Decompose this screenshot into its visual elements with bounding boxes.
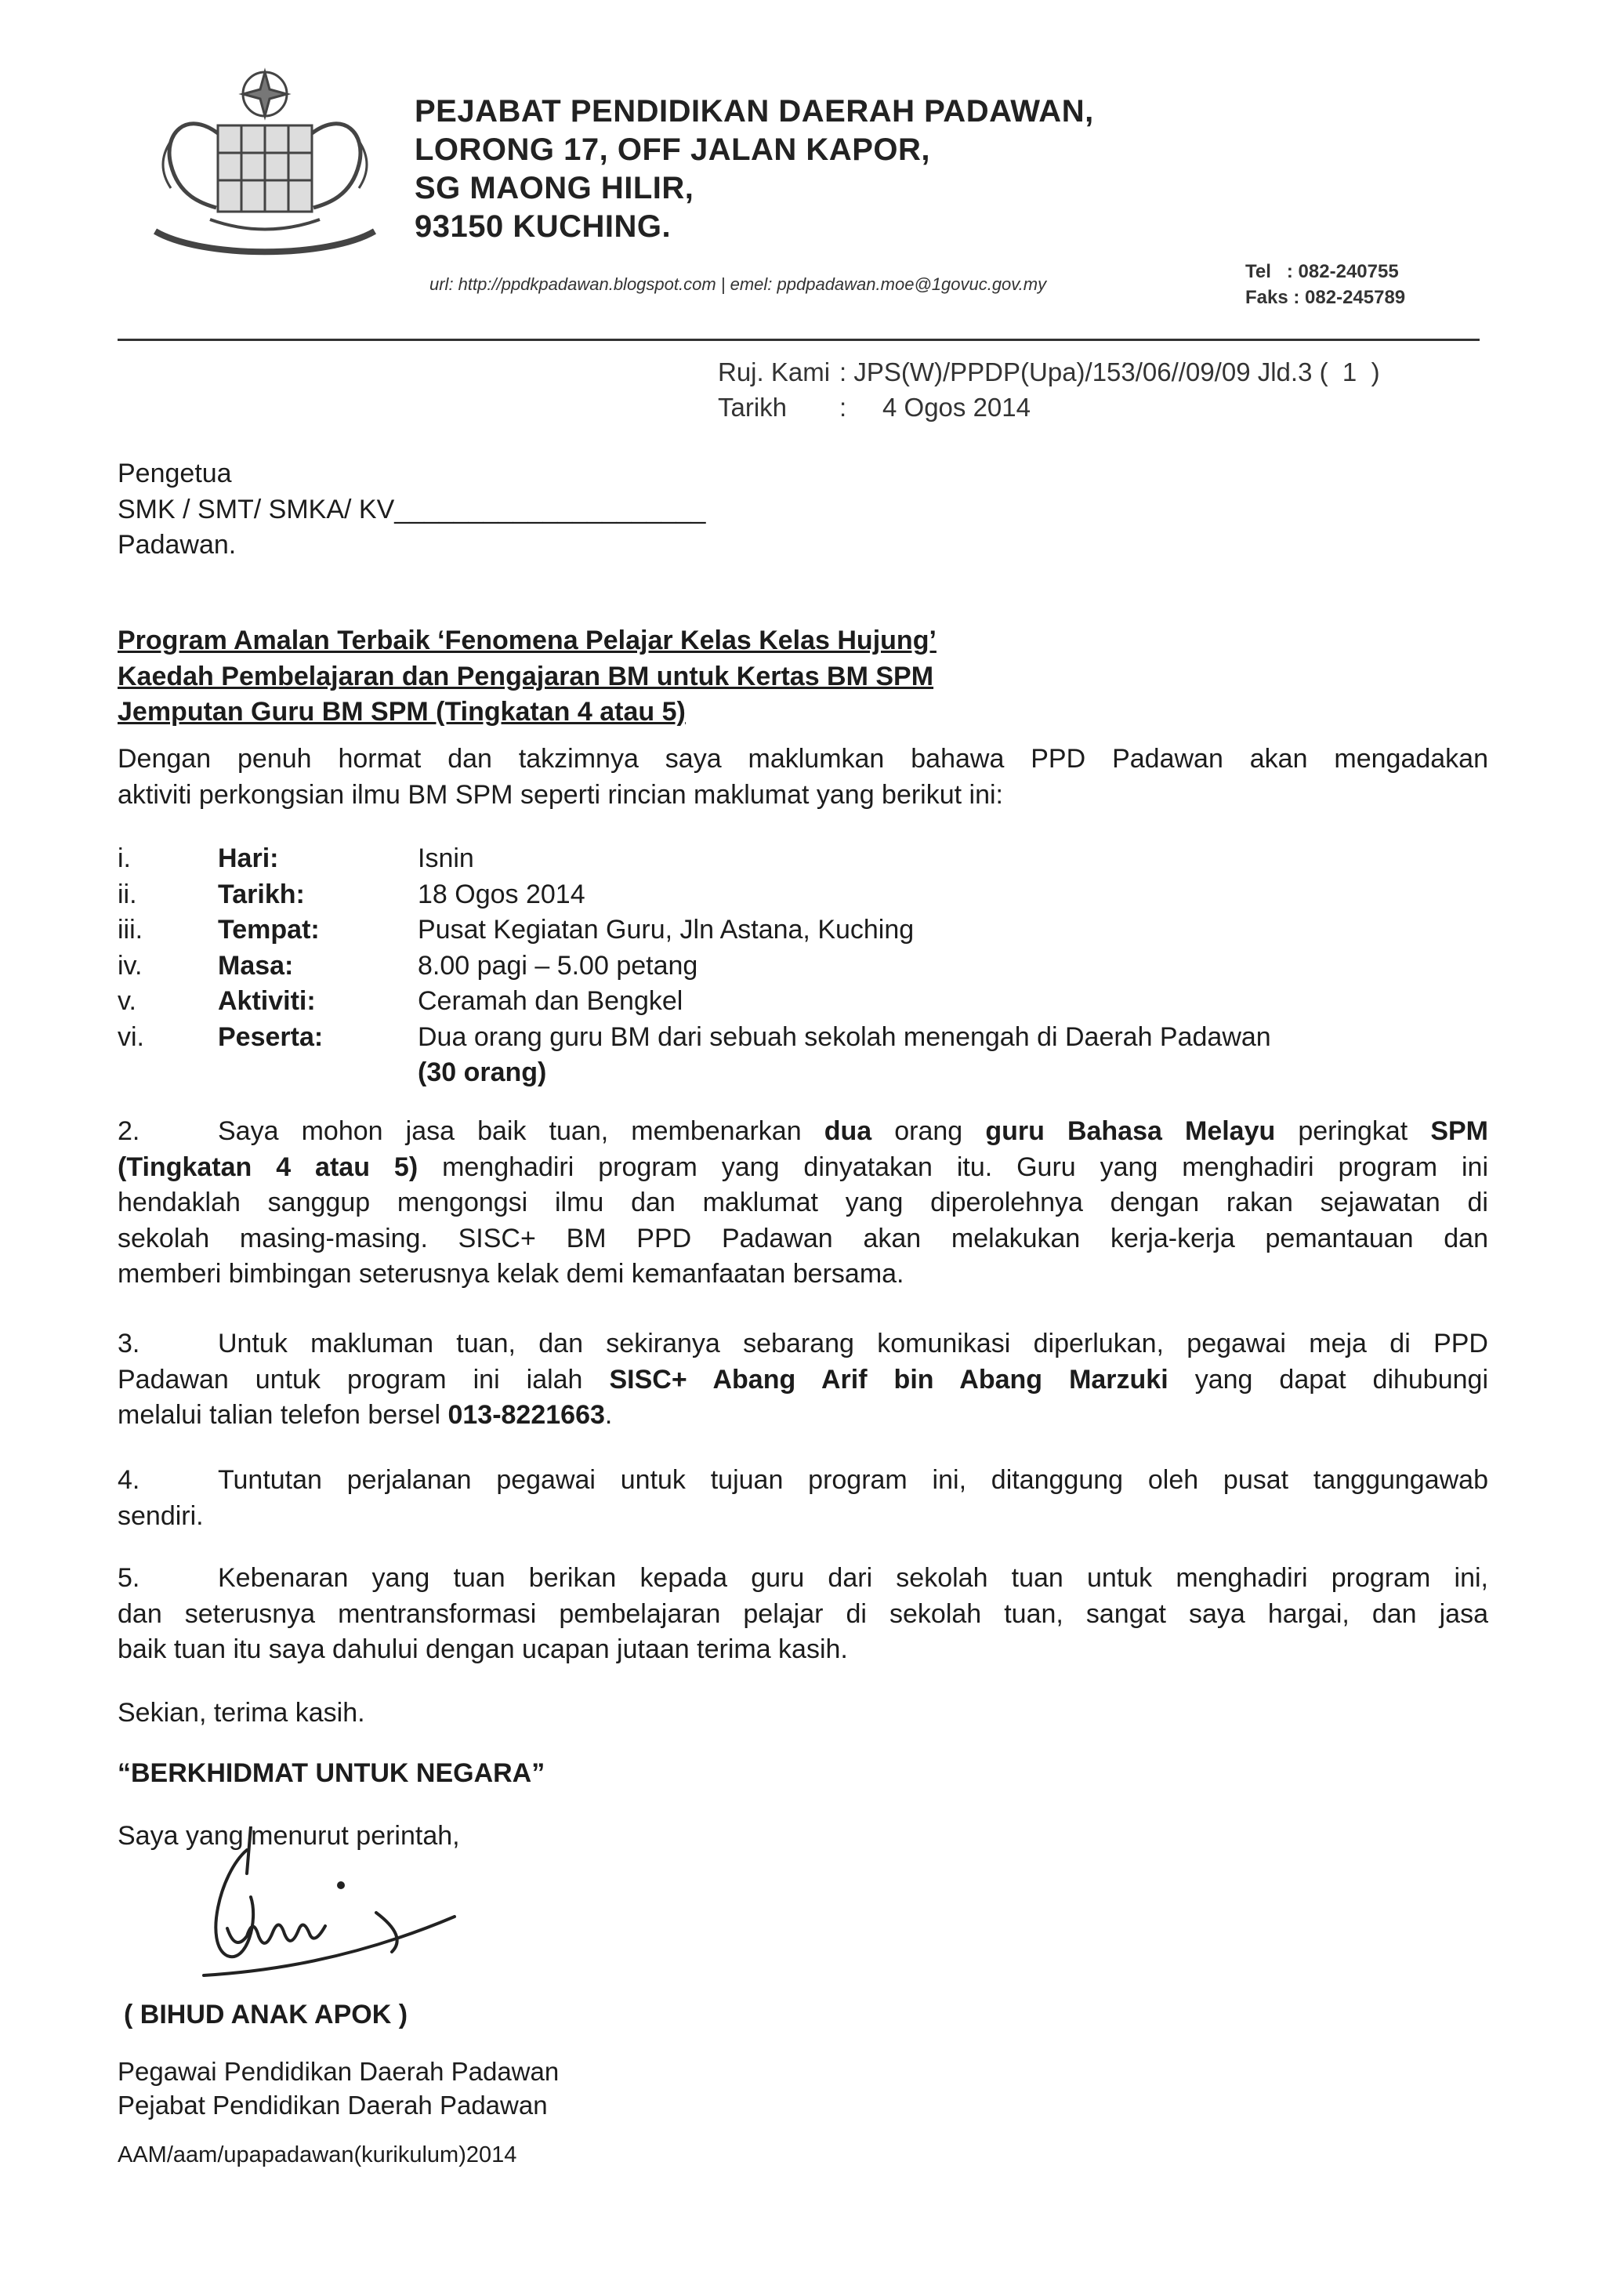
office-address xyxy=(415,92,1094,246)
intro-paragraph xyxy=(118,742,1488,813)
detail-number: ii. xyxy=(118,879,137,909)
signature xyxy=(172,1826,470,2007)
subject-titles xyxy=(118,623,937,731)
bold-text: dua xyxy=(824,1116,872,1146)
detail-value: Pusat Kegiatan Guru, Jln Astana, Kuching xyxy=(418,915,915,945)
paragraph-number: 4. xyxy=(118,1465,140,1495)
text-segment: melalui talian telefon bersel xyxy=(118,1400,448,1430)
text-line xyxy=(118,1398,1488,1434)
contact-numbers xyxy=(1245,259,1405,310)
date-value: : 4 Ogos 2014 xyxy=(839,393,1031,422)
signatory-name: ( BIHUD ANAK APOK ) xyxy=(124,2000,408,2029)
detail-row xyxy=(118,984,1271,1020)
text-segment: yang dapat dihubungi xyxy=(1168,1364,1489,1395)
bold-text: (Tingkatan 4 atau 5) xyxy=(118,1152,418,1182)
recipient-line: Pengetua xyxy=(118,459,232,488)
recipient-line: SMK / SMT/ SMKA/ KV_____________________ xyxy=(118,494,706,524)
text-line xyxy=(118,1221,1488,1257)
reference-block xyxy=(718,354,1380,425)
text-segment: hendaklah sanggup mengongsi ilmu dan maklumat yang diperolehnya dengan rakan sejawatan di xyxy=(118,1188,1488,1217)
detail-value: Dua orang guru BM dari sebuah sekolah menengah di Daerah Padawan xyxy=(418,1021,1271,1052)
coat-of-arms-logo xyxy=(139,63,390,274)
detail-label: Peserta: xyxy=(218,1021,324,1052)
text-segment: Untuk makluman tuan, dan sekiranya sebarang komunikasi diperlukan, pegawai meja di PPD xyxy=(218,1329,1488,1358)
bold-text: 013-8221663 xyxy=(447,1400,605,1430)
text-segment: dan seterusnya mentransformasi pembelajaran pelajar di sekolah tuan, sangat saya hargai, dan jasa xyxy=(118,1598,1488,1629)
paragraph-4 xyxy=(118,1463,1488,1534)
details-list xyxy=(118,841,1271,1091)
obedient-line: Saya yang menurut perintah, xyxy=(118,1821,460,1851)
ref-label: Ruj. Kami xyxy=(718,357,831,386)
signatory-office: Pejabat Pendidikan Daerah Padawan xyxy=(118,2091,548,2120)
detail-label: Tempat: xyxy=(218,915,320,945)
text-line xyxy=(118,1463,1488,1499)
paragraph-2 xyxy=(118,1114,1488,1293)
detail-row xyxy=(118,841,1271,877)
detail-label: Hari: xyxy=(218,843,279,873)
text-segment: Dengan penuh hormat dan takzimnya saya maklumkan bahawa PPD Padawan akan mengadakan xyxy=(118,744,1488,774)
detail-row xyxy=(118,877,1271,913)
text-line xyxy=(118,1257,1488,1293)
recipient-line: Padawan. xyxy=(118,530,237,560)
detail-row xyxy=(118,949,1271,985)
text-line xyxy=(118,1632,1488,1668)
text-line xyxy=(118,1561,1488,1597)
text-line xyxy=(118,778,1488,814)
text-line xyxy=(118,1597,1488,1633)
fax: Faks : 082-245789 xyxy=(1245,287,1406,308)
ref-value: : JPS(W)/PPDP(Upa)/153/06//09/09 Jld.3 ( 1 ) xyxy=(839,357,1380,386)
paragraph-number: 2. xyxy=(118,1116,140,1146)
text-line xyxy=(118,742,1488,778)
detail-number: i. xyxy=(118,843,131,873)
url-email-line: url: http://ppdkpadawan.blogspot.com | emel: ppdpadawan.moe@1govuc.gov.my xyxy=(429,274,1047,294)
text-line xyxy=(118,1362,1488,1398)
text-segment: Padawan untuk program ini ialah xyxy=(118,1364,610,1395)
date-label: Tarikh xyxy=(718,393,788,422)
recipient-block xyxy=(118,456,705,564)
detail-value: 8.00 pagi – 5.00 petang xyxy=(418,950,698,981)
text-line xyxy=(118,1185,1488,1221)
bold-text: SISC+ Abang Arif bin Abang Marzuki xyxy=(609,1364,1168,1395)
detail-row xyxy=(118,912,1271,949)
text-line xyxy=(118,1150,1488,1186)
signatory-position: Pegawai Pendidikan Daerah Padawan xyxy=(118,2057,560,2086)
paragraph-3 xyxy=(118,1326,1488,1434)
participant-count: (30 orang) xyxy=(418,1057,547,1087)
text-segment: Kebenaran yang tuan berikan kepada guru dari sekolah tuan untuk menghadiri program ini, xyxy=(218,1563,1488,1593)
detail-label: Aktiviti: xyxy=(218,986,316,1016)
text-segment: memberi bimbingan seterusnya kelak demi kemanfaatan bersama. xyxy=(118,1259,904,1289)
detail-value: Isnin xyxy=(418,843,474,873)
text-segment: aktiviti perkongsian ilmu BM SPM seperti rincian maklumat yang berikut ini: xyxy=(118,779,1004,810)
detail-number: v. xyxy=(118,986,136,1016)
text-segment: menghadiri program yang dinyatakan itu. Guru yang menghadiri program ini xyxy=(418,1152,1488,1182)
subject-line: Program Amalan Terbaik ‘Fenomena Pelajar Kelas Kelas Hujung’ xyxy=(118,626,937,655)
text-segment: baik tuan itu saya dahului dengan ucapan jutaan terima kasih. xyxy=(118,1634,848,1664)
address-line: PEJABAT PENDIDIKAN DAERAH PADAWAN, xyxy=(415,94,1094,129)
text-segment: orang xyxy=(871,1116,986,1146)
signatory-title xyxy=(118,2055,559,2122)
closing-thanks: Sekian, terima kasih. xyxy=(118,1698,365,1728)
paragraph-number: 3. xyxy=(118,1329,140,1358)
detail-number: vi. xyxy=(118,1021,144,1052)
text-segment: . xyxy=(604,1400,613,1430)
bold-text: SPM xyxy=(1430,1116,1489,1146)
detail-label: Masa: xyxy=(218,950,294,981)
subject-line: Kaedah Pembelajaran dan Pengajaran BM untuk Kertas BM SPM xyxy=(118,661,934,691)
text-line xyxy=(118,1326,1488,1362)
motto: “BERKHIDMAT UNTUK NEGARA” xyxy=(118,1758,545,1788)
telephone: Tel : 082-240755 xyxy=(1245,261,1399,282)
text-segment: sekolah masing-masing. SISC+ BM PPD Padawan akan melakukan kerja-kerja pemantauan dan xyxy=(118,1223,1488,1253)
detail-row xyxy=(118,1020,1271,1056)
detail-number: iv. xyxy=(118,950,143,981)
paragraph-number: 5. xyxy=(118,1563,140,1593)
text-line xyxy=(118,1499,1488,1535)
subject-line: Jemputan Guru BM SPM (Tingkatan 4 atau 5) xyxy=(118,697,686,727)
detail-value: 18 Ogos 2014 xyxy=(418,879,585,909)
address-line: SG MAONG HILIR, xyxy=(415,171,694,205)
text-segment: Tuntutan perjalanan pegawai untuk tujuan program ini, ditanggung oleh pusat tanggungawab xyxy=(218,1465,1488,1495)
paragraph-5 xyxy=(118,1561,1488,1668)
text-line xyxy=(118,1114,1488,1150)
detail-label: Tarikh: xyxy=(218,879,305,909)
bold-text: guru Bahasa Melayu xyxy=(985,1116,1276,1146)
detail-value: Ceramah dan Bengkel xyxy=(418,986,683,1016)
text-segment: Saya mohon jasa baik tuan, membenarkan xyxy=(218,1116,824,1146)
file-reference: AAM/aam/upapadawan(kurikulum)2014 xyxy=(118,2142,517,2167)
text-segment: peringkat xyxy=(1275,1116,1431,1146)
detail-number: iii. xyxy=(118,915,143,945)
text-segment: sendiri. xyxy=(118,1500,204,1531)
address-line: LORONG 17, OFF JALAN KAPOR, xyxy=(415,132,930,167)
header-divider xyxy=(118,339,1480,341)
address-line: 93150 KUCHING. xyxy=(415,209,672,244)
